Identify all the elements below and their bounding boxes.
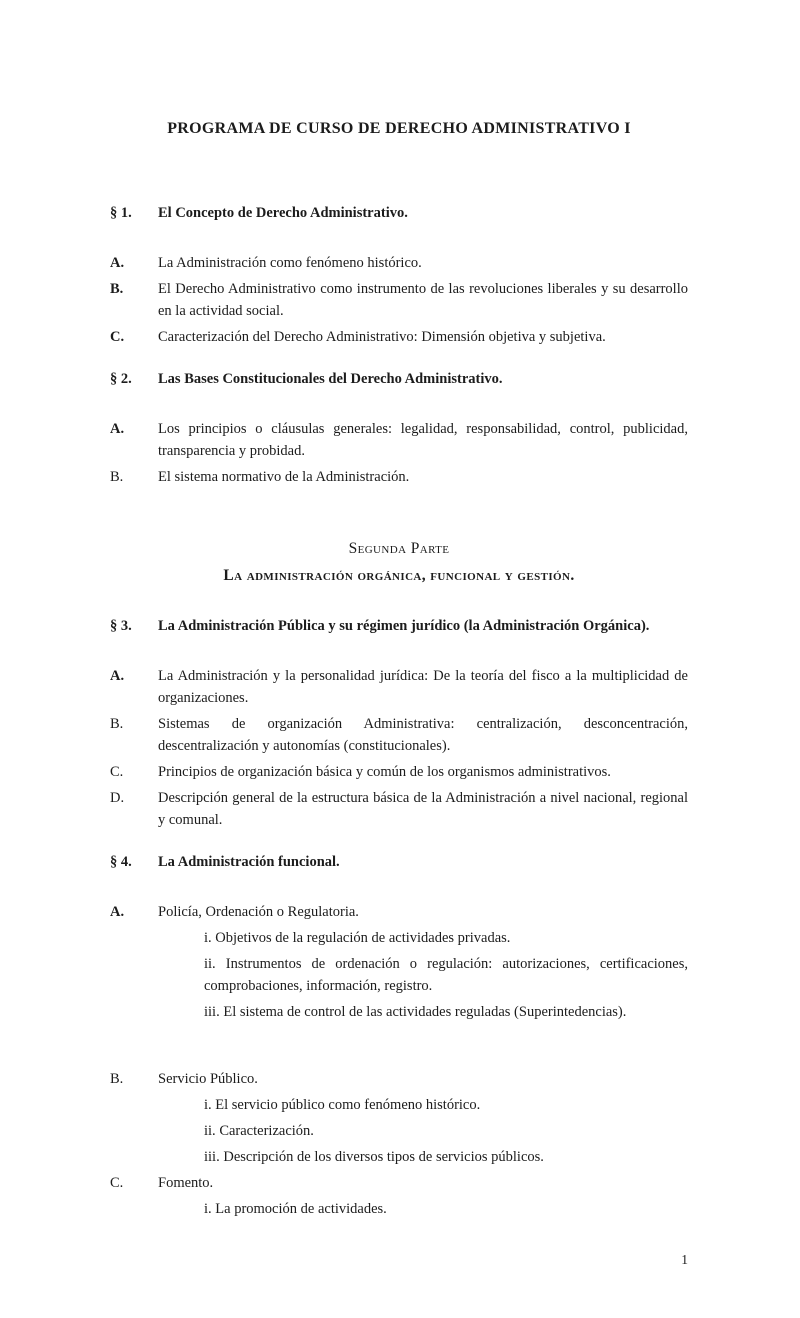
list-item [110,326,688,348]
item-text: Los principios o cláusulas generales: legalidad, responsabilidad, control, publicidad, transparencia y probidad. [158,421,688,459]
item-marker: B. [110,469,124,485]
item-marker: B. [110,716,124,732]
subitem-text: Caracterización. [219,1123,314,1139]
section-2 [110,368,688,488]
subitem-marker: i. [204,1097,212,1113]
item-marker: A. [110,421,125,437]
section-5 [110,851,688,1220]
item-text: La Administración y la personalidad jurídica: De la teoría del fisco a la multiplicidad de organizaciones. [158,668,688,706]
subitem-text: Descripción de los diversos tipos de servicios públicos. [223,1149,544,1165]
list-item [110,665,688,709]
subitem-marker: iii. [204,1149,220,1165]
section-heading [110,615,688,637]
item-marker: C. [110,764,124,780]
item-marker: B. [110,281,124,297]
sub-item [204,1198,688,1220]
item-marker: A. [110,668,125,684]
section-title: El Concepto de Derecho Administrativo. [158,205,408,221]
item-text: Caracterización del Derecho Administrativo: Dimensión objetiva y subjetiva. [158,329,606,345]
list-item [110,466,688,488]
section-number: § 4. [110,854,132,870]
subitem-text: Objetivos de la regulación de actividades privadas. [215,930,511,946]
item-text: La Administración como fenómeno histórico. [158,255,422,271]
subitem-text: El servicio público como fenómeno histórico. [215,1097,481,1113]
document-title: PROGRAMA DE CURSO DE DERECHO ADMINISTRATIVO I [167,120,631,137]
page-number: 1 [681,1252,688,1267]
subitem-text: La promoción de actividades. [215,1201,387,1217]
sub-item [204,1146,688,1168]
item-text: El Derecho Administrativo como instrumento de las revoluciones liberales y su desarrollo en la actividad social. [158,281,688,319]
list-item [110,278,688,322]
item-text: El sistema normativo de la Administración. [158,469,410,485]
section-number: § 1. [110,205,132,221]
item-marker: B. [110,1071,124,1087]
item-text: Descripción general de la estructura básica de la Administración a nivel nacional, regional y comunal. [158,790,688,828]
item-marker: A. [110,255,125,271]
section-number: § 2. [110,371,132,387]
subitem-marker: ii. [204,1123,216,1139]
sub-item [204,953,688,997]
list-item [110,713,688,757]
item-text: Sistemas de organización Administrativa: centralización, desconcentración, descentralización y autonomías (constitucionales). [158,716,688,754]
section-title: Las Bases Constitucionales del Derecho Administrativo. [158,371,503,387]
part-title-line: La administración orgánica, funcional y gestión. [223,567,575,584]
subitem-marker: i. [204,930,212,946]
document-body [110,202,688,1220]
part-divider [110,538,688,587]
subitem-text: El sistema de control de las actividades reguladas (Superintedencias). [223,1004,627,1020]
section-title: La Administración Pública y su régimen jurídico (la Administración Orgánica). [158,618,650,634]
item-text: Principios de organización básica y común de los organismos administrativos. [158,764,611,780]
item-text: Servicio Público. [158,1071,258,1087]
item-marker: C. [110,1175,124,1191]
list-item [110,1172,688,1194]
list-item [110,901,688,923]
list-item [110,761,688,783]
item-marker: A. [110,904,125,920]
item-marker: D. [110,790,125,806]
subitem-marker: i. [204,1201,212,1217]
subitem-marker: iii. [204,1004,220,1020]
list-item [110,418,688,462]
list-item [110,252,688,274]
section-4 [110,615,688,831]
list-item [110,1068,688,1090]
sub-item [204,1094,688,1116]
section-number: § 3. [110,618,132,634]
section-1 [110,202,688,348]
subitem-text: Instrumentos de ordenación o regulación: autorizaciones, certificaciones, comprobaciones, información, registro. [204,956,688,994]
subitem-marker: ii. [204,956,216,972]
sub-item [204,927,688,949]
part-title-line: Segunda Parte [348,540,450,557]
item-marker: C. [110,329,125,345]
item-text: Policía, Ordenación o Regulatoria. [158,904,359,920]
list-item [110,787,688,831]
section-heading [110,202,688,224]
item-text: Fomento. [158,1175,214,1191]
section-title: La Administración funcional. [158,854,340,870]
section-heading [110,368,688,390]
section-heading [110,851,688,873]
sub-item [204,1001,688,1023]
sub-item [204,1120,688,1142]
